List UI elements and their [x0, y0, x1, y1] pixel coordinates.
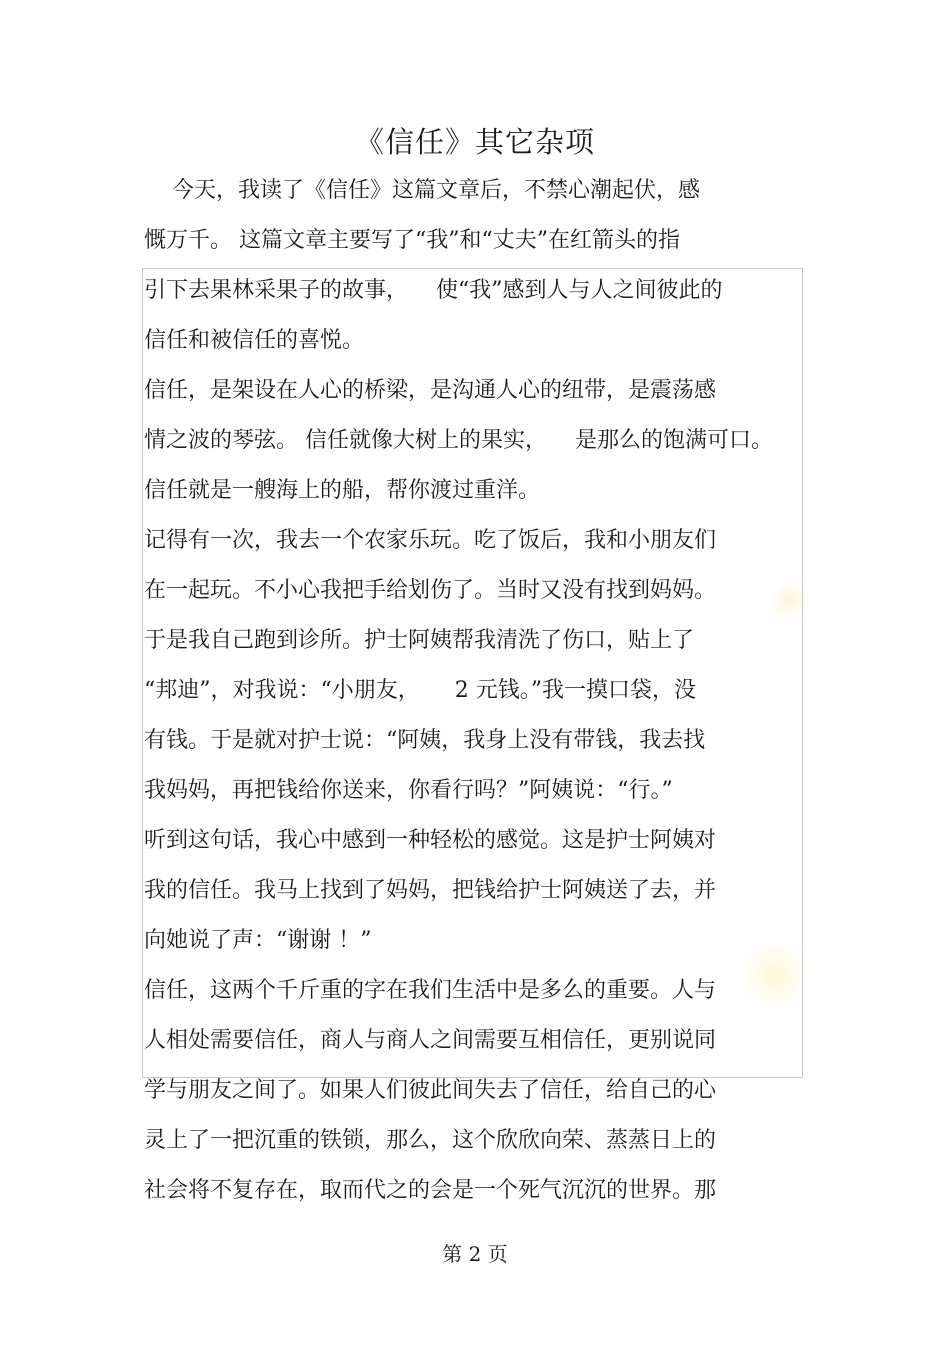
body-line: 引下去果林采果子的故事， 使“我”感到人与人之间彼此的	[144, 278, 723, 303]
body-line: 在一起玩。不小心我把手给划伤了。当时又没有找到妈妈。	[144, 578, 717, 603]
body-line: 社会将不复存在，取而代之的会是一个死气沉沉的世界。那	[144, 1178, 717, 1203]
document-title: 《信任》其它杂项	[354, 125, 595, 159]
body-line: 灵上了一把沉重的铁锁，那么，这个欣欣向荣、蒸蒸日上的	[144, 1128, 717, 1153]
body-line: 学与朋友之间了。如果人们彼此间失去了信任，给自己的心	[144, 1078, 717, 1103]
body-line: 人相处需要信任，商人与商人之间需要互相信任，更别说同	[144, 1028, 717, 1053]
body-line: 向她说了声：“谢谢 ！”	[144, 928, 372, 953]
body-line: 听到这句话，我心中感到一种轻松的感觉。这是护士阿姨对	[144, 828, 717, 853]
body-line: 信任，是架设在人心的桥梁，是沟通人心的纽带，是震荡感	[144, 378, 717, 403]
body-line: “邦迪”，对我说：“小朋友， 2 元钱。”我一摸口袋，没	[144, 678, 696, 703]
body-line: 我的信任。我马上找到了妈妈，把钱给护士阿姨送了去，并	[144, 878, 717, 903]
body-line: 我妈妈，再把钱给你送来，你看行吗？”阿姨说：“行。”	[144, 778, 673, 803]
body-line: 信任就是一艘海上的船，帮你渡过重洋。	[144, 478, 541, 503]
page-number: 第 2 页	[442, 1242, 508, 1266]
body-line: 于是我自己跑到诊所。护士阿姨帮我清洗了伤口，贴上了	[144, 628, 695, 653]
body-line: 信任和被信任的喜悦。	[144, 328, 365, 353]
body-line: 情之波的琴弦。 信任就像大树上的果实， 是那么的饱满可口。	[144, 428, 773, 453]
body-line: 有钱。于是就对护士说：“阿姨，我身上没有带钱，我去找	[144, 728, 706, 753]
body-line: 今天，我读了《信任》这篇文章后，不禁心潮起伏，感	[144, 178, 700, 203]
body-line: 记得有一次，我去一个农家乐玩。吃了饭后，我和小朋友们	[144, 528, 717, 553]
body-line: 慨万千。 这篇文章主要写了“我”和“丈夫”在红箭头的指	[144, 228, 680, 253]
body-line: 信任，这两个千斤重的字在我们生活中是多么的重要。人与	[144, 978, 717, 1003]
